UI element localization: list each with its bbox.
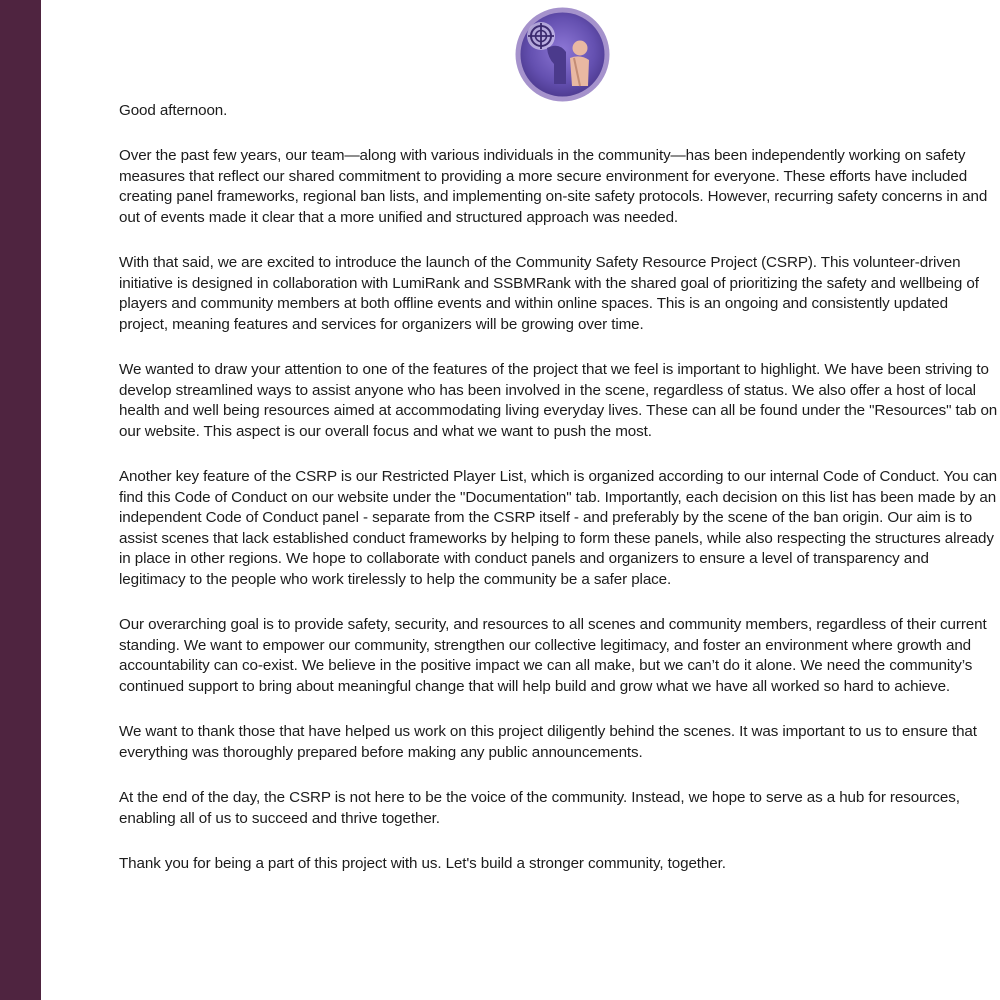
csrp-logo-icon — [514, 6, 611, 103]
announcement-letter — [119, 101, 999, 899]
paragraph-goal: Our overarching goal is to provide safety, security, and resources to all scenes and community members, regardless of their current standing. We want to empower our community, strengthen our collective legitimacy, and foster an environment where growth and accountability can co-exist. We believe in the positive impact we can all make, but we can’t do it alone. We need the community’s continued support to bring about meaningful change that will help build and grow what we have all worked so hard to achieve. — [119, 616, 987, 696]
letter-page — [41, 0, 1000, 1000]
paragraph-launch: With that said, we are excited to introduce the launch of the Community Safety Resource Project (CSRP). This volunteer-driven initiative is designed in collaboration with LumiRank and SSBMRank with the shared goal of prioritizing the safety and wellbeing of players and community members at both offline events and within online spaces. This is an ongoing and consistently updated project, meaning features and services for organizers will be growing over time. — [119, 254, 979, 333]
paragraph-thanks: We want to thank those that have helped us work on this project diligently behind the scenes. It was important to us to ensure that everything was thoroughly prepared before making any public announcements. — [119, 723, 977, 761]
paragraph-hub: At the end of the day, the CSRP is not here to be the voice of the community. Instead, we hope to serve as a hub for resources, enabling all of us to succeed and thrive together. — [119, 789, 960, 827]
paragraph-resources: We wanted to draw your attention to one of the features of the project that we feel is important to highlight. We have been striving to develop streamlined ways to assist anyone who has been involved in the scene, regardless of status. We also offer a host of local health and well being resources aimed at accommodating living everyday lives. These can all be found under the "Resources" tab on our website. This aspect is our overall focus and what we want to push the most. — [119, 361, 998, 440]
paragraph-intro: Over the past few years, our team—along with various individuals in the community—has been independently working on safety measures that reflect our shared commitment to providing a more secure environment for everyone. These efforts have included creating panel frameworks, regional ban lists, and implementing on-site safety protocols. However, recurring safety concerns in and out of events made it clear that a more unified and structured approach was needed. — [119, 147, 988, 226]
greeting-line: Good afternoon. — [119, 102, 228, 119]
closing-line: Thank you for being a part of this project with us. Let's build a stronger community, together. — [119, 854, 726, 872]
paragraph-restricted-list: Another key feature of the CSRP is our Restricted Player List, which is organized according to our internal Code of Conduct. You can find this Code of Conduct on our website under the "Documentation" tab. Importantly, each decision on this list has been made by an independent Code of Conduct panel - separate from the CSRP itself - and preferably by the scene of the ban origin. Our aim is to assist scenes that lack established conduct frameworks by helping to form these panels, while also respecting the structures already in place in other regions. We hope to collaborate with conduct panels and organizers to ensure a level of transparency and legitimacy to the people who work tirelessly to help the community be a safer place. — [119, 468, 998, 589]
left-sidebar-bar — [0, 0, 41, 1000]
